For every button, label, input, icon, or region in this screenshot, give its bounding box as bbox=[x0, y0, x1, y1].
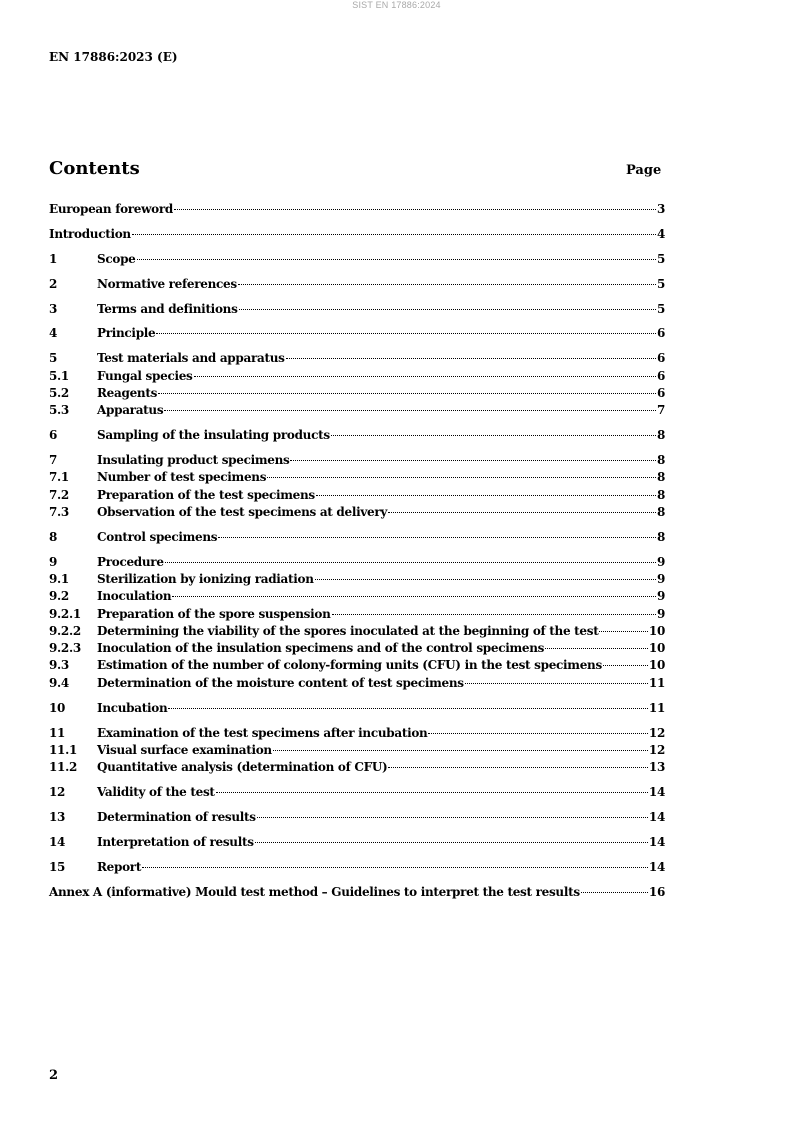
toc-entry-number: 12 bbox=[49, 785, 66, 800]
toc-leader-dots bbox=[331, 435, 656, 436]
toc-entry-number: 1 bbox=[49, 251, 58, 266]
toc-entry[interactable] bbox=[49, 529, 665, 546]
toc-entry-page: 5 bbox=[656, 276, 665, 291]
toc-entry-page: 14 bbox=[648, 785, 665, 800]
toc-leader-dots bbox=[158, 393, 656, 394]
toc-leader-dots bbox=[388, 512, 656, 513]
toc-leader-dots bbox=[267, 477, 656, 478]
page-number: 2 bbox=[49, 1068, 59, 1083]
toc-entry[interactable] bbox=[49, 657, 665, 674]
toc-entry-page: 14 bbox=[648, 859, 665, 874]
toc-entry-number: 7.1 bbox=[49, 470, 69, 485]
toc-entry-number: 15 bbox=[49, 859, 66, 874]
toc-entry-number: 5.2 bbox=[49, 385, 69, 400]
toc-entry-title: Preparation of the spore suspension bbox=[97, 606, 331, 621]
toc-entry-title: Visual surface examination bbox=[97, 742, 272, 757]
toc-leader-dots bbox=[142, 867, 648, 868]
toc-entry-number: 3 bbox=[49, 301, 58, 316]
toc-entry-number: 9.2.1 bbox=[49, 606, 81, 621]
toc-leader-dots bbox=[428, 733, 647, 734]
toc-leader-dots bbox=[238, 284, 656, 285]
toc-entry-page: 12 bbox=[648, 725, 665, 740]
toc-entry-title: Annex A (informative) Mould test method – Guidelines to interpret the test results bbox=[49, 884, 580, 899]
toc-leader-dots bbox=[599, 631, 647, 632]
toc-entry-page: 10 bbox=[648, 623, 665, 638]
toc-leader-dots bbox=[132, 234, 656, 235]
toc-entry-number: 9.2.2 bbox=[49, 623, 81, 638]
toc-entry[interactable] bbox=[49, 588, 665, 605]
toc-leader-dots bbox=[581, 892, 648, 893]
toc-leader-dots bbox=[168, 708, 648, 709]
toc-entry[interactable] bbox=[49, 725, 665, 742]
toc-leader-dots bbox=[257, 817, 648, 818]
toc-leader-dots bbox=[286, 358, 656, 359]
toc-entry-title: Fungal species bbox=[97, 368, 193, 383]
toc-leader-dots bbox=[255, 842, 648, 843]
toc-entry[interactable] bbox=[49, 325, 665, 342]
toc-entry-title: Control specimens bbox=[97, 529, 218, 544]
toc-entry[interactable] bbox=[49, 606, 665, 623]
toc-entry-number: 9 bbox=[49, 554, 58, 569]
toc-entry-page: 4 bbox=[656, 226, 665, 241]
toc-entry-page: 7 bbox=[656, 403, 665, 418]
toc-entry-page: 11 bbox=[648, 700, 665, 715]
toc-entry-page: 14 bbox=[648, 834, 665, 849]
toc-entry[interactable] bbox=[49, 452, 665, 469]
toc-entry[interactable] bbox=[49, 759, 665, 776]
toc-entry-title: Estimation of the number of colony-forming units (CFU) in the test specimens bbox=[97, 658, 602, 673]
toc-entry[interactable] bbox=[49, 859, 665, 876]
toc-entry[interactable] bbox=[49, 834, 665, 851]
toc-entry-title: Terms and definitions bbox=[97, 301, 238, 316]
toc-entry-title: European foreword bbox=[49, 202, 173, 216]
toc-entry[interactable] bbox=[49, 554, 665, 571]
toc-entry-title: Scope bbox=[97, 251, 136, 266]
toc-leader-dots bbox=[388, 767, 648, 768]
toc-entry-title: Test materials and apparatus bbox=[97, 351, 285, 366]
toc-entry-number: 11.1 bbox=[49, 742, 78, 757]
toc-entry-number: 7 bbox=[49, 453, 58, 468]
toc-entry[interactable] bbox=[49, 675, 665, 692]
toc-entry-page: 6 bbox=[656, 351, 665, 366]
toc-entry-title: Introduction bbox=[49, 226, 131, 241]
toc-entry[interactable] bbox=[49, 427, 665, 444]
toc-entry-page: 8 bbox=[656, 504, 665, 519]
toc-leader-dots bbox=[216, 792, 648, 793]
toc-entry[interactable] bbox=[49, 350, 665, 367]
toc-entry-title: Quantitative analysis (determination of CFU) bbox=[97, 760, 388, 775]
toc-entry[interactable] bbox=[49, 301, 665, 318]
toc-entry-number: 5.3 bbox=[49, 403, 69, 418]
toc-entry-number: 10 bbox=[49, 700, 66, 715]
toc-entry-page: 8 bbox=[656, 428, 665, 443]
page-column-heading: Page bbox=[626, 163, 662, 178]
toc-leader-dots bbox=[316, 495, 656, 496]
toc-leader-dots bbox=[194, 376, 656, 377]
contents-title: Contents bbox=[49, 158, 140, 179]
toc-leader-dots bbox=[156, 333, 656, 334]
toc-entry-number: 9.2 bbox=[49, 589, 69, 604]
toc-entry[interactable] bbox=[49, 571, 665, 588]
toc-entry-page: 9 bbox=[656, 571, 665, 586]
toc-entry[interactable] bbox=[49, 402, 665, 419]
toc-entry-page: 13 bbox=[648, 760, 665, 775]
toc-leader-dots bbox=[315, 579, 656, 580]
toc-entry-title: Examination of the test specimens after incubation bbox=[97, 725, 428, 740]
toc-entry-title: Number of test specimens bbox=[97, 470, 267, 485]
toc-entry-title: Determination of results bbox=[97, 809, 256, 824]
toc-entry[interactable] bbox=[49, 469, 665, 486]
toc-entry-title: Procedure bbox=[97, 554, 164, 569]
toc-entry[interactable] bbox=[49, 276, 665, 293]
toc-leader-dots bbox=[172, 596, 656, 597]
toc-leader-dots bbox=[603, 665, 648, 666]
toc-leader-dots bbox=[545, 648, 648, 649]
toc-entry-page: 5 bbox=[656, 251, 665, 266]
toc-entry-page: 5 bbox=[656, 301, 665, 316]
toc-entry-title: Inoculation of the insulation specimens and of the control specimens bbox=[97, 641, 545, 656]
toc-entry[interactable] bbox=[49, 226, 665, 243]
toc-entry-page: 9 bbox=[656, 554, 665, 569]
toc-entry[interactable] bbox=[49, 385, 665, 402]
toc-entry-number: 14 bbox=[49, 834, 66, 849]
toc-entry-title: Interpretation of results bbox=[97, 834, 254, 849]
toc-entry-page: 8 bbox=[656, 529, 665, 544]
toc-entry-page: 9 bbox=[656, 589, 665, 604]
toc-leader-dots bbox=[465, 683, 648, 684]
toc-entry-page: 10 bbox=[648, 658, 665, 673]
toc-entry-number: 6 bbox=[49, 428, 58, 443]
toc-entry[interactable] bbox=[49, 504, 665, 521]
toc-entry-page: 8 bbox=[656, 487, 665, 502]
toc-entry-number: 7.3 bbox=[49, 504, 69, 519]
document-id: EN 17886:2023 (E) bbox=[49, 50, 178, 64]
toc-entry[interactable] bbox=[49, 201, 665, 218]
toc-entry-title: Inoculation bbox=[97, 589, 172, 604]
toc-entry-number: 2 bbox=[49, 276, 58, 291]
toc-entry-number: 9.4 bbox=[49, 675, 69, 690]
toc-entry-page: 8 bbox=[656, 453, 665, 468]
toc-entry-title: Observation of the test specimens at delivery bbox=[97, 504, 388, 519]
toc-leader-dots bbox=[165, 562, 656, 563]
toc-entry[interactable] bbox=[49, 487, 665, 504]
toc-entry[interactable] bbox=[49, 884, 665, 901]
toc-entry-title: Report bbox=[97, 859, 142, 874]
toc-entry-page: 11 bbox=[648, 675, 665, 690]
toc-entry-number: 9.2.3 bbox=[49, 641, 81, 656]
toc-entry-title: Principle bbox=[97, 326, 156, 341]
toc-entry[interactable] bbox=[49, 809, 665, 826]
toc-entry-number: 7.2 bbox=[49, 487, 69, 502]
toc-entry-title: Determining the viability of the spores inoculated at the beginning of the test bbox=[97, 623, 599, 638]
toc-entry-title: Sterilization by ionizing radiation bbox=[97, 571, 314, 586]
toc-entry-page: 3 bbox=[656, 202, 665, 216]
toc-entry-number: 5.1 bbox=[49, 368, 69, 383]
toc-entry-number: 9.3 bbox=[49, 658, 69, 673]
toc-entry-title: Incubation bbox=[97, 700, 168, 715]
toc-leader-dots bbox=[137, 259, 656, 260]
toc-entry-title: Normative references bbox=[97, 276, 237, 291]
toc-leader-dots bbox=[239, 309, 656, 310]
toc-leader-dots bbox=[290, 460, 655, 461]
toc-entry-number: 4 bbox=[49, 326, 58, 341]
toc-leader-dots bbox=[218, 537, 656, 538]
toc-entry-title: Apparatus bbox=[97, 403, 164, 418]
watermark: SIST EN 17886:2024 bbox=[352, 0, 441, 10]
toc-entry-page: 6 bbox=[656, 385, 665, 400]
toc-entry-number: 8 bbox=[49, 529, 58, 544]
toc-entry-number: 11.2 bbox=[49, 760, 78, 775]
toc-entry-page: 10 bbox=[648, 641, 665, 656]
toc-entry-title: Sampling of the insulating products bbox=[97, 428, 330, 443]
toc-entry[interactable] bbox=[49, 742, 665, 759]
toc-entry-number: 11 bbox=[49, 725, 66, 740]
toc-leader-dots bbox=[164, 410, 656, 411]
toc-entry-number: 13 bbox=[49, 809, 66, 824]
toc-entry-page: 6 bbox=[656, 368, 665, 383]
toc-entry[interactable] bbox=[49, 368, 665, 385]
toc-entry-title: Reagents bbox=[97, 385, 158, 400]
toc-entry-title: Determination of the moisture content of test specimens bbox=[97, 675, 464, 690]
toc-entry[interactable] bbox=[49, 700, 665, 717]
toc-entry-page: 6 bbox=[656, 326, 665, 341]
toc-entry[interactable] bbox=[49, 640, 665, 657]
toc-entry-title: Insulating product specimens bbox=[97, 453, 290, 468]
toc-entry-page: 12 bbox=[648, 742, 665, 757]
toc-entry-page: 14 bbox=[648, 809, 665, 824]
toc-entry-number: 9.1 bbox=[49, 571, 69, 586]
toc-entry-page: 16 bbox=[648, 884, 665, 899]
toc-entry-page: 8 bbox=[656, 470, 665, 485]
toc-leader-dots bbox=[174, 209, 656, 210]
toc-entry-page: 9 bbox=[656, 606, 665, 621]
toc-entry-title: Validity of the test bbox=[97, 785, 215, 800]
toc-entry-title: Preparation of the test specimens bbox=[97, 487, 315, 502]
toc-leader-dots bbox=[332, 614, 656, 615]
toc-entry[interactable] bbox=[49, 784, 665, 801]
toc-leader-dots bbox=[273, 750, 648, 751]
toc-entry-number: 5 bbox=[49, 351, 58, 366]
toc-entry[interactable] bbox=[49, 623, 665, 640]
table-of-contents bbox=[49, 201, 665, 901]
toc-entry[interactable] bbox=[49, 251, 665, 268]
